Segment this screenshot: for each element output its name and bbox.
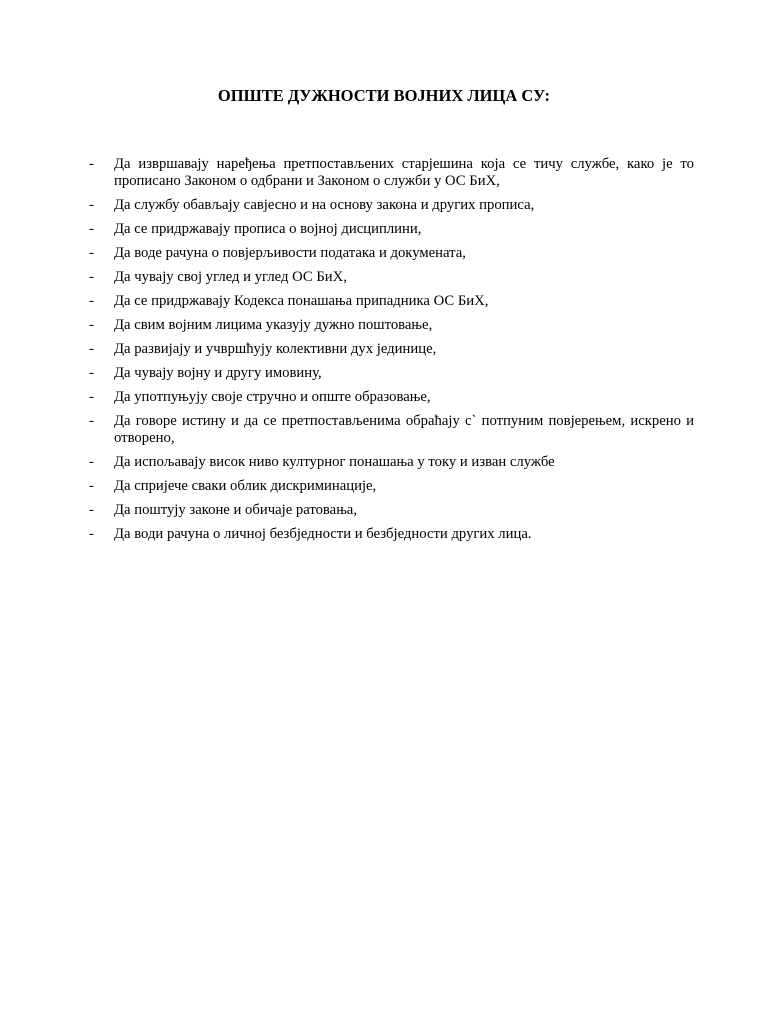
- list-item: [89, 365, 694, 382]
- bullet-dash: -: [89, 502, 94, 518]
- list-item-text: Да се придржавају прописа о војној дисциплини,: [114, 221, 422, 237]
- list-item-text: Да свим војним лицима указују дужно поштовање,: [114, 317, 433, 333]
- bullet-dash: -: [89, 389, 94, 405]
- list-item-text: Да чувају војну и другу имовину,: [114, 365, 322, 381]
- list-item: [89, 197, 694, 214]
- list-item-text: Да води рачуна о личној безбједности и безбједности других лица.: [114, 526, 532, 542]
- bullet-dash: -: [89, 293, 94, 309]
- list-item-text: Да воде рачуна о повјерљивости података и докумената,: [114, 245, 466, 261]
- list-item: [89, 245, 694, 262]
- list-item: [89, 341, 694, 358]
- list-item: [89, 478, 694, 495]
- list-item: [89, 454, 694, 471]
- list-item-text: Да развијају и учвршћују колективни дух јединице,: [114, 341, 437, 357]
- bullet-dash: -: [89, 413, 94, 429]
- list-item-text: Да употпуњују своје стручно и опште образовање,: [114, 389, 431, 405]
- bullet-dash: -: [89, 526, 94, 542]
- list-item-text: Да спријече сваки облик дискриминације,: [114, 478, 377, 494]
- bullet-dash: -: [89, 269, 94, 285]
- list-item: [89, 221, 694, 238]
- duties-list: [89, 156, 694, 550]
- list-item-text: Да поштују законе и обичаје ратовања,: [114, 502, 358, 518]
- bullet-dash: -: [89, 197, 94, 213]
- list-item: [89, 389, 694, 406]
- bullet-dash: -: [89, 478, 94, 494]
- list-item: [89, 413, 694, 447]
- list-item-text: Да извршавају наређења претпостављених старјешина која се тичу службе, како је то прописано Законом о одбрани и Законом о служби у ОС БиХ,: [114, 156, 694, 189]
- bullet-dash: -: [89, 156, 94, 172]
- list-item-text: Да говоре истину и да се претпостављенима обраћају с` потпуним повјерењем, искрено и отворено,: [114, 413, 694, 446]
- bullet-dash: -: [89, 221, 94, 237]
- list-item: [89, 156, 694, 190]
- bullet-dash: -: [89, 365, 94, 381]
- list-item-text: Да службу обављају савјесно и на основу закона и других прописа,: [114, 197, 535, 213]
- bullet-dash: -: [89, 245, 94, 261]
- list-item: [89, 526, 694, 543]
- bullet-dash: -: [89, 317, 94, 333]
- list-item-text: Да се придржавају Кодекса понашања припадника ОС БиХ,: [114, 293, 489, 309]
- list-item: [89, 293, 694, 310]
- bullet-dash: -: [89, 341, 94, 357]
- list-item: [89, 317, 694, 334]
- list-item-text: Да чувају свој углед и углед ОС БиХ,: [114, 269, 347, 285]
- document-title: ОПШТЕ ДУЖНОСТИ ВОЈНИХ ЛИЦА СУ:: [217, 86, 551, 105]
- list-item-text: Да испољавају висок ниво културног понашања у току и изван службе: [114, 454, 555, 470]
- list-item: [89, 269, 694, 286]
- bullet-dash: -: [89, 454, 94, 470]
- list-item: [89, 502, 694, 519]
